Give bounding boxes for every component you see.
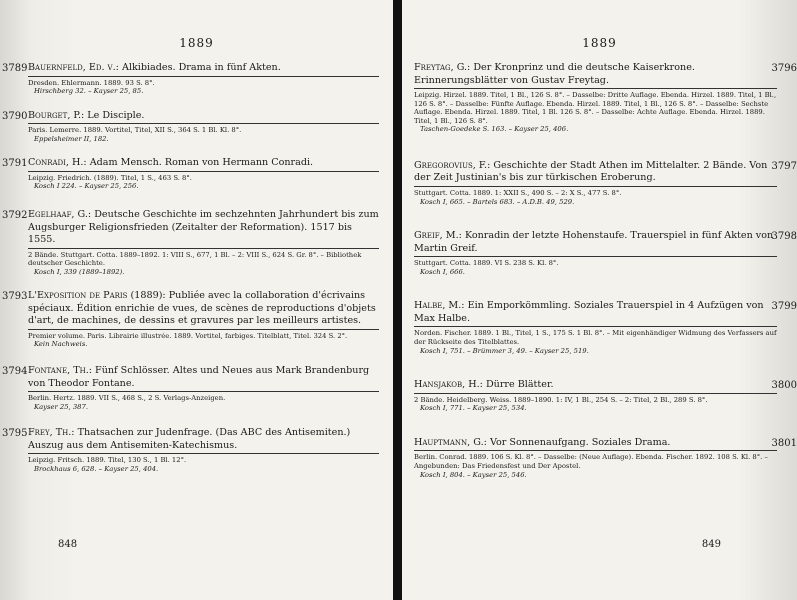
entry-number: 3801 bbox=[771, 437, 797, 449]
page-number: 849 bbox=[701, 539, 721, 550]
entry-title bbox=[28, 365, 379, 392]
entry-title-text: Geschichte der Stadt Athen im Mittelalter. 2 Bände. Von der Zeit Justinian's bis zur türkischen Eroberung. bbox=[414, 159, 768, 184]
entry-imprint: Premier volume. Paris. Librairie illustrée. 1889. Vortitel, farbiges. Titelblatt, Titel. 324 S. 2°. bbox=[28, 331, 348, 340]
book-gutter bbox=[393, 0, 402, 600]
entry-author: Freytag, G.: bbox=[414, 62, 471, 73]
entry-info bbox=[28, 251, 379, 277]
page-year: 1889 bbox=[179, 36, 214, 50]
entry-author: Greif, M.: bbox=[414, 230, 462, 242]
entry-reference: Hirschberg 32. – Kayser 25, 85. bbox=[34, 87, 144, 96]
catalog-entry bbox=[414, 436, 797, 479]
entry-reference: Kosch I, 751. – Brümmer 3, 49. – Kayser 25, 519. bbox=[420, 346, 589, 355]
entry-imprint: Leipzig. Friedrich. (1889). Titel, 1 S., 463 S. 8°. bbox=[28, 173, 192, 182]
entry-title bbox=[414, 62, 777, 89]
entry-author: Egelhaaf, G.: bbox=[28, 209, 92, 221]
entry-reference: Kosch I, 665. – Bartels 683. – A.D.B. 49, 529. bbox=[420, 197, 575, 206]
right-page bbox=[402, 0, 797, 600]
entry-author: Hansjakob, H.: bbox=[414, 379, 483, 391]
page-year: 1889 bbox=[582, 36, 617, 50]
entry-number: 3798 bbox=[771, 231, 797, 243]
entry-title bbox=[414, 437, 777, 452]
entry-number: 3799 bbox=[771, 301, 797, 313]
entry-title bbox=[414, 300, 777, 327]
entry-reference: Kosch I, 804. – Kayser 25, 546. bbox=[420, 470, 527, 479]
catalog-entry bbox=[2, 427, 379, 473]
entry-number: 3790 bbox=[2, 110, 28, 122]
entry-author: Bauernfeld, Ed. v.: bbox=[28, 62, 119, 73]
entry-title bbox=[28, 110, 379, 125]
page-number: 848 bbox=[58, 539, 78, 550]
entry-author: Conradi, H.: bbox=[28, 157, 87, 169]
entry-info bbox=[414, 396, 777, 413]
entry-imprint: Stuttgart. Cotta. 1889. 1: XXII S., 490 S. – 2: X S., 477 S. 8°. bbox=[414, 188, 622, 197]
entry-info bbox=[28, 332, 379, 349]
catalog-entry bbox=[414, 379, 797, 413]
left-page bbox=[0, 0, 393, 600]
entry-reference: Kayser 25, 387. bbox=[34, 402, 88, 411]
entry-imprint: 2 Bände. Heidelberg. Weiss. 1889–1890. 1: IV, 1 Bl., 254 S. – 2: Titel, 2 Bl., 289 S. 8°. bbox=[414, 395, 708, 404]
entry-number: 3796 bbox=[771, 63, 797, 74]
entry-title bbox=[28, 209, 379, 249]
entry-title bbox=[414, 160, 777, 187]
catalog-entry bbox=[2, 157, 379, 191]
entry-number: 3792 bbox=[2, 210, 28, 222]
catalog-entry bbox=[414, 159, 797, 206]
entry-info bbox=[414, 91, 777, 134]
entry-title-text: Vor Sonnenaufgang. Soziales Drama. bbox=[489, 436, 671, 448]
entry-author: L'Exposition de Paris bbox=[28, 290, 128, 302]
entry-title-text: Fünf Schlösser. Altes und Neues aus Mark Brandenburg von Theodor Fontane. bbox=[28, 365, 370, 389]
entry-info bbox=[28, 126, 379, 143]
entry-info bbox=[414, 259, 777, 276]
entry-list bbox=[414, 58, 797, 479]
entry-imprint: 2 Bände. Stuttgart. Cotta. 1889–1892. 1: VIII S., 677, 1 Bl. – 2: VIII S., 624 S. Gr. 8°. – Bibliothek deutscher Geschichte. bbox=[28, 250, 362, 268]
entry-info bbox=[414, 189, 777, 206]
entry-author: Hauptmann, G.: bbox=[414, 436, 487, 448]
entry-imprint: Leipzig. Fritsch. 1889. Titel, 130 S., 1 Bl. 12°. bbox=[28, 456, 187, 465]
entry-author: Gregorovius, F.: bbox=[414, 159, 491, 171]
entry-list bbox=[2, 58, 379, 473]
catalog-entry bbox=[2, 365, 379, 411]
entry-imprint: Paris. Lemerre. 1889. Vortitel, Titel, XII S., 364 S. 1 Bl. Kl. 8°. bbox=[28, 126, 242, 135]
entry-number: 3795 bbox=[2, 428, 28, 440]
entry-title-text: Thatsachen zur Judenfrage. (Das ABC des Antisemiten.) Auszug aus dem Antisemiten-Katechismus. bbox=[28, 427, 351, 451]
entry-title bbox=[414, 230, 777, 257]
entry-author: Bourget, P.: bbox=[28, 109, 85, 121]
entry-number: 3794 bbox=[2, 366, 28, 378]
entry-imprint: Leipzig. Hirzel. 1889. Titel, 1 Bl., 126 S. 8°. – Dasselbe: Dritte Auflage. Ebenda. Hirzel. 1889. Titel, 1 Bl., 126 S. 8°. – Dasselbe: Fünfte Auflage. Ebenda. Hirzel. 1889. Titel, 1 Bl., 126 S. 8°. – Dasselbe: Sechste Auflage. Ebenda. Hirzel. 1889. Titel, 1 Bl. 126 S. 8°. – Dasselbe: Achte Auflage. Ebenda. Hirzel. 1889. Titel, 1 Bl., 126 S. 8°. bbox=[414, 91, 777, 125]
catalog-entry bbox=[2, 109, 379, 144]
entry-imprint: Stuttgart. Cotta. 1889. VI S. 238 S. Kl. 8°. bbox=[414, 259, 559, 268]
catalog-entry bbox=[2, 62, 379, 96]
entry-number: 3800 bbox=[771, 380, 797, 392]
entry-number: 3789 bbox=[2, 63, 28, 74]
entry-imprint: Berlin. Hertz. 1889. VII S., 468 S., 2 S. Verlags-Anzeigen. bbox=[28, 394, 226, 403]
entry-author: Fontane, Th.: bbox=[28, 365, 92, 377]
entry-title-text: Der Kronprinz und die deutsche Kaiserkrone. Erinnerungsblätter von Gustav Freytag. bbox=[414, 62, 695, 86]
entry-reference: Taschen-Goedeke S. 163. – Kayser 25, 406. bbox=[420, 125, 569, 134]
entry-title bbox=[28, 427, 379, 454]
entry-author: Frey, Th.: bbox=[28, 427, 75, 439]
entry-reference: Eppelsheimer II, 182. bbox=[34, 134, 109, 143]
entry-info bbox=[28, 456, 379, 473]
entry-info bbox=[28, 79, 379, 96]
entry-imprint: Norden. Fischer. 1889. 1 Bl., Titel, 1 S., 175 S. 1 Bl. 8°. – Mit eigenhändiger Widmung des Verfassers auf der Rückseite des Titelblattes. bbox=[414, 329, 777, 346]
entry-info bbox=[28, 174, 379, 191]
catalog-entry bbox=[414, 300, 797, 355]
entry-imprint: Berlin. Conrad. 1889. 106 S. Kl. 8°. – Dasselbe: (Neue Auflage). Ebenda. Fischer. 1892. 108 S. Kl. 8°. – Angebunden: Das Friedensfest und Der Apostel. bbox=[414, 453, 768, 470]
catalog-entry bbox=[414, 230, 797, 276]
entry-reference: Kosch I 224. – Kayser 25, 256. bbox=[34, 182, 139, 191]
entry-imprint: Dresden. Ehlermann. 1889. 93 S. 8°. bbox=[28, 78, 155, 87]
entry-number: 3791 bbox=[2, 158, 28, 170]
entry-reference: Kosch I, 339 (1889–1892). bbox=[34, 267, 125, 276]
entry-reference: Kosch I, 771. – Kayser 25, 534. bbox=[420, 404, 527, 413]
entry-info bbox=[414, 329, 777, 355]
entry-reference: Kein Nachweis. bbox=[34, 340, 88, 349]
entry-title bbox=[414, 379, 777, 394]
entry-info bbox=[414, 453, 777, 479]
entry-number: 3793 bbox=[2, 291, 28, 303]
entry-title-text: Le Disciple. bbox=[87, 109, 145, 121]
entry-title-text: (1889): Publiée avec la collaboration d'écrivains spéciaux. Édition enrichie de vues, de scènes de reproductions d'objets d'art, de machines, de dessins et gravures par les meilleurs artistes. bbox=[28, 290, 376, 327]
entry-title-text: Alkibiades. Drama in fünf Akten. bbox=[121, 62, 281, 73]
entry-title bbox=[28, 62, 379, 77]
catalog-entry bbox=[2, 209, 379, 276]
catalog-entry bbox=[2, 290, 379, 349]
entry-title bbox=[28, 290, 379, 330]
entry-title-text: Deutsche Geschichte im sechzehnten Jahrhundert bis zum Augsburger Religionsfrieden (Zeitalter der Reformation). 1517 bis 1555. bbox=[28, 209, 379, 246]
catalog-entry bbox=[414, 62, 797, 134]
entry-reference: Kosch I, 666. bbox=[420, 267, 465, 276]
entry-reference: Brockhaus 6, 628. – Kayser 25, 404. bbox=[34, 464, 159, 473]
entry-number: 3797 bbox=[771, 160, 797, 172]
entry-title bbox=[28, 157, 379, 172]
entry-author: Halbe, M.: bbox=[414, 300, 465, 312]
entry-title-text: Adam Mensch. Roman von Hermann Conradi. bbox=[89, 157, 314, 169]
entry-info bbox=[28, 394, 379, 411]
entry-title-text: Ein Emporkömmling. Soziales Trauerspiel in 4 Aufzügen von Max Halbe. bbox=[414, 300, 764, 324]
entry-title-text: Konradin der letzte Hohenstaufe. Trauerspiel in fünf Akten von Martin Greif. bbox=[414, 230, 774, 254]
entry-title-text: Dürre Blätter. bbox=[485, 379, 554, 391]
